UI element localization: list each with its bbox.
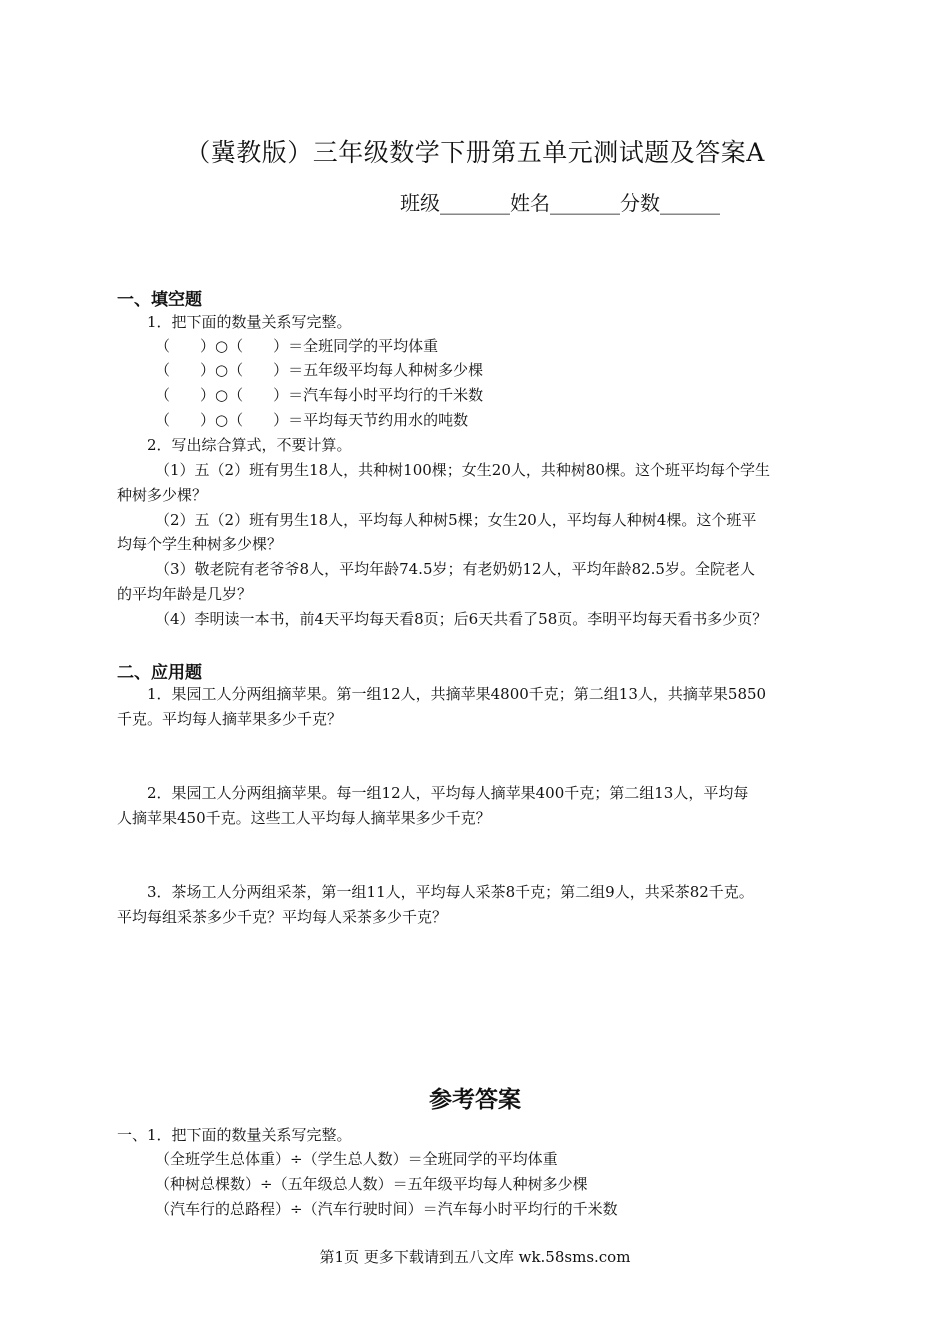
answers-heading: 参考答案 bbox=[429, 1086, 521, 1113]
q2-item-line: （1）五（2）班有男生18人，共种树100棵；女生20人，共种树80棵。这个班平均每个学生 bbox=[155, 461, 770, 479]
q2-item-line: 的平均年龄是几岁？ bbox=[117, 585, 253, 603]
q2-item-line: （2）五（2）班有男生18人，平均每人种树5棵；女生20人，平均每人种树4棵。这个班平 bbox=[155, 511, 757, 529]
q1-item: （ ）○（ ）＝平均每天节约用水的吨数 bbox=[155, 411, 469, 429]
q2-item-line: 均每个学生种树多少棵？ bbox=[117, 535, 283, 553]
problem-line: 千克。平均每人摘苹果多少千克？ bbox=[117, 710, 343, 728]
answers-first-line: 一、1．把下面的数量关系写完整。 bbox=[117, 1126, 352, 1144]
section1-heading: 一、填空题 bbox=[117, 290, 202, 310]
q2-intro: 2．写出综合算式，不要计算。 bbox=[147, 436, 352, 454]
q1-item: （ ）○（ ）＝汽车每小时平均行的千米数 bbox=[155, 386, 484, 404]
document-title: （冀教版）三年级数学下册第五单元测试题及答案A bbox=[185, 138, 765, 167]
q1-intro: 1．把下面的数量关系写完整。 bbox=[147, 313, 352, 331]
problem-line: 平均每组采茶多少千克？平均每人采茶多少千克？ bbox=[117, 908, 448, 926]
problem-line: 1．果园工人分两组摘苹果。第一组12人，共摘苹果4800千克；第二组13人，共摘苹果5850 bbox=[147, 685, 767, 703]
answer-item: （汽车行的总路程）÷（汽车行驶时间）＝汽车每小时平均行的千米数 bbox=[155, 1200, 618, 1218]
problem-line: 3．茶场工人分两组采茶，第一组11人，平均每人采茶8千克；第二组9人，共采茶82千克。 bbox=[147, 883, 754, 901]
q1-item: （ ）○（ ）＝全班同学的平均体重 bbox=[155, 337, 439, 355]
answer-item: （全班学生总体重）÷（学生总人数）＝全班同学的平均体重 bbox=[155, 1150, 558, 1168]
answer-item: （种树总棵数）÷（五年级总人数）＝五年级平均每人种树多少棵 bbox=[155, 1175, 588, 1193]
q2-item-line: （4）李明读一本书，前4天平均每天看8页；后6天共看了58页。李明平均每天看书多少页？ bbox=[155, 610, 768, 628]
page-footer: 第1页 更多下载请到五八文库 wk.58sms.com bbox=[319, 1248, 631, 1266]
problem-line: 2．果园工人分两组摘苹果。每一组12人，平均每人摘苹果400千克；第二组13人，平均每 bbox=[147, 784, 749, 802]
problem-line: 人摘苹果450千克。这些工人平均每人摘苹果多少千克？ bbox=[117, 809, 491, 827]
class-name-score-line: 班级_______姓名_______分数______ bbox=[400, 191, 720, 215]
section2-heading: 二、应用题 bbox=[117, 663, 202, 683]
q1-item: （ ）○（ ）＝五年级平均每人种树多少棵 bbox=[155, 361, 484, 379]
q2-item-line: （3）敬老院有老爷爷8人，平均年龄74.5岁；有老奶奶12人，平均年龄82.5岁。全院老人 bbox=[155, 560, 755, 578]
q2-item-line: 种树多少棵？ bbox=[117, 486, 208, 504]
